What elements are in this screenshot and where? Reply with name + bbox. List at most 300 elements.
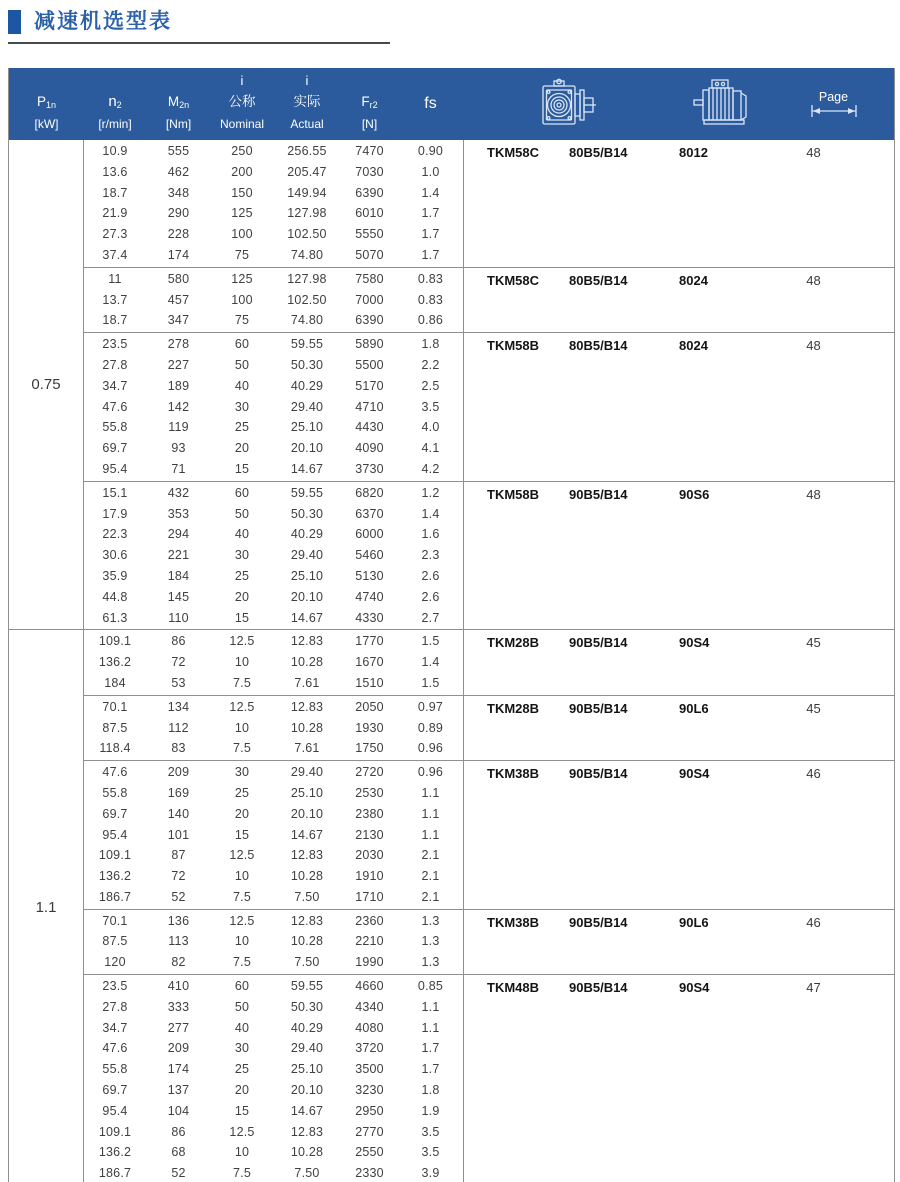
n2-value: 95.4 [102, 461, 128, 476]
i-nominal-value: 10 [234, 1145, 250, 1160]
n2-value: 11 [108, 271, 122, 286]
header-col-n2 [84, 68, 146, 140]
fs-value: 1.7 [421, 1041, 440, 1056]
block-rows [84, 975, 463, 1182]
fr2-value: 5070 [355, 247, 384, 262]
m2n-value: 110 [168, 610, 189, 625]
i-actual-value: 20.10 [290, 1083, 324, 1098]
fs-value: 2.7 [421, 610, 440, 625]
header-col-page [773, 68, 894, 140]
fr2-value: 7580 [355, 271, 384, 286]
i-actual-value: 149.94 [287, 185, 327, 200]
fr2-value: 3500 [355, 1062, 384, 1077]
section-blocks [84, 140, 894, 629]
header-col-motor [668, 68, 773, 140]
table-row [84, 1038, 463, 1059]
i-actual-value: 29.40 [290, 548, 324, 563]
i-nominal-value: 150 [231, 185, 253, 200]
m2n-value: 68 [171, 1145, 186, 1160]
header-col-fr2 [341, 68, 398, 140]
fs-value: 1.9 [421, 1103, 440, 1118]
fs-value: 2.3 [421, 548, 440, 563]
fs-value: 0.85 [417, 979, 444, 994]
model-block [84, 140, 894, 267]
i-actual-value: 50.30 [290, 357, 324, 372]
i-nominal-value: 7.5 [233, 675, 251, 690]
n2-value: 61.3 [102, 610, 128, 625]
n2-value: 18.7 [102, 185, 128, 200]
i-nominal-value: 40 [234, 527, 250, 542]
fr2-value: 4330 [355, 610, 384, 625]
motor-type: 90S6 [679, 486, 710, 502]
fs-value: 4.2 [421, 461, 440, 476]
fs-value: 1.8 [421, 1083, 440, 1098]
n2-value: 109.1 [98, 634, 132, 649]
fs-value: 1.5 [421, 634, 440, 649]
fs-value: 3.5 [421, 399, 440, 414]
fs-value: 2.6 [421, 589, 440, 604]
table-row [84, 334, 463, 355]
i-nominal-value: 12.5 [229, 634, 255, 649]
page-number: 47 [806, 980, 821, 996]
table-row [84, 866, 463, 887]
fr2-unit: [N] [361, 117, 378, 131]
i-actual-value: 7.61 [294, 675, 320, 690]
i-actual-value: 10.28 [290, 934, 324, 949]
i-nominal-value: 50 [234, 357, 250, 372]
table-row [84, 355, 463, 376]
n2-value: 23.5 [102, 337, 128, 352]
n2-value: 87.5 [102, 934, 128, 949]
i-nominal-value: 75 [234, 247, 250, 262]
i-nominal-value: 20 [234, 589, 250, 604]
i-actual-value: 25.10 [290, 420, 324, 435]
i-actual-value: 205.47 [287, 164, 327, 179]
n2-value: 13.7 [102, 292, 128, 307]
model-name: TKM38B [487, 766, 540, 782]
fs-value: 0.97 [417, 699, 444, 714]
i-actual-value: 10.28 [290, 1145, 324, 1160]
table-row [84, 290, 463, 311]
i-nominal-value: 60 [234, 337, 250, 352]
fr2-value: 4340 [355, 999, 384, 1014]
table-row [84, 1018, 463, 1039]
i-nominal-value: 20 [234, 441, 250, 456]
i-nominal-value: 125 [231, 206, 253, 221]
n2-value: 22.3 [102, 527, 128, 542]
m2n-value: 93 [171, 441, 186, 456]
i-nominal-value: 20 [234, 806, 250, 821]
table-row [84, 545, 463, 566]
fr2-value: 5890 [355, 337, 384, 352]
model-name: TKM58B [487, 486, 540, 502]
i-nominal-value: 250 [231, 144, 253, 158]
fr2-value: 6390 [355, 313, 384, 328]
fs-value: 1.2 [421, 485, 440, 500]
fr2-value: 6390 [355, 185, 384, 200]
m2n-value: 432 [167, 485, 190, 500]
fr2-value: 4090 [355, 441, 384, 456]
i-nominal-value: 7.5 [233, 1166, 251, 1181]
fr2-value: 4660 [355, 979, 384, 994]
table-row [84, 738, 463, 759]
fr2-value: 1930 [355, 720, 384, 735]
model-info [463, 696, 894, 760]
table-row [84, 718, 463, 739]
page-header [8, 9, 900, 35]
fr2-value: 6370 [355, 506, 384, 521]
i-actual-label: 实际 [293, 94, 321, 109]
motor-type: 90L6 [679, 914, 709, 930]
block-rows [84, 140, 463, 267]
m2n-value: 52 [171, 1166, 186, 1181]
table-row [84, 825, 463, 846]
n2-value: 70.1 [102, 913, 128, 928]
i-actual-value: 7.50 [294, 1166, 320, 1181]
i-nominal-sublabel: Nominal [219, 117, 264, 131]
m2n-value: 71 [171, 461, 186, 476]
i-actual-value: 74.80 [290, 313, 324, 328]
table-row [84, 203, 463, 224]
m2n-value: 277 [167, 1020, 190, 1035]
motor-type: 8024 [679, 338, 708, 354]
i-actual-value: 74.80 [290, 247, 324, 262]
fs-value: 1.7 [421, 247, 440, 262]
model-name: TKM58B [487, 338, 540, 354]
fs-value: 1.4 [421, 506, 440, 521]
m2n-value: 137 [167, 1083, 190, 1098]
m2n-value: 347 [167, 313, 190, 328]
table-row [84, 438, 463, 459]
n2-value: 69.7 [102, 806, 128, 821]
fs-value: 4.1 [421, 441, 440, 456]
n2-value: 136.2 [98, 655, 132, 670]
model-block [84, 909, 894, 974]
m2n-value: 184 [167, 568, 190, 583]
i-actual-value: 14.67 [290, 1103, 324, 1118]
n2-value: 55.8 [102, 1062, 128, 1077]
m2n-value: 145 [167, 589, 190, 604]
n2-value: 109.1 [98, 1124, 132, 1139]
i-nominal-value: 10 [234, 720, 250, 735]
model-block [84, 630, 894, 694]
table-row [84, 162, 463, 183]
m2n-value: 227 [167, 357, 190, 372]
m2n-value: 169 [167, 785, 190, 800]
i-actual-value: 59.55 [290, 337, 324, 352]
i-actual-value: 59.55 [290, 979, 324, 994]
i-nominal-value: 60 [234, 979, 250, 994]
i-nominal-value: 7.5 [233, 889, 251, 904]
table-row [84, 183, 463, 204]
table-row [84, 631, 463, 652]
fr2-value: 4710 [355, 399, 384, 414]
i-actual-value: 10.28 [290, 655, 324, 670]
i-actual-value: 7.61 [294, 741, 320, 756]
i-nominal-value: 30 [234, 765, 250, 780]
fs-value: 0.83 [417, 292, 444, 307]
n2-value: 118.4 [99, 741, 131, 756]
table-row [84, 911, 463, 932]
table-row [84, 762, 463, 783]
m2n-value: 136 [167, 913, 190, 928]
i-nominal-value: 12.5 [229, 913, 255, 928]
model-block [84, 974, 894, 1182]
fr2-value: 1710 [355, 889, 384, 904]
header-col-m2n [146, 68, 211, 140]
n2-value: 136.2 [98, 869, 132, 884]
i-actual-value: 14.67 [290, 610, 324, 625]
fr2-value: 4740 [355, 589, 384, 604]
header-col-i-nominal [211, 68, 273, 140]
electric-motor-icon [690, 78, 752, 130]
i-label: i [240, 73, 244, 88]
table-row [84, 783, 463, 804]
p1n-unit: [kW] [34, 117, 59, 131]
i-actual-value: 14.67 [290, 827, 324, 842]
n2-value: 21.9 [102, 206, 128, 221]
i-actual-value: 256.55 [287, 144, 327, 158]
n2-value: 13.6 [102, 164, 128, 179]
fr2-value: 2380 [355, 806, 384, 821]
table-row [84, 1059, 463, 1080]
m2n-value: 333 [167, 999, 190, 1014]
n2-value: 184 [104, 675, 126, 690]
power-value: 1.1 [9, 630, 84, 1182]
model-info [463, 140, 894, 267]
i-actual-value: 40.29 [290, 378, 324, 393]
i-actual-value: 29.40 [290, 1041, 324, 1056]
fs-value: 1.4 [421, 655, 440, 670]
m2n-value: 119 [168, 420, 189, 435]
flange-code: 90B5/B14 [569, 914, 628, 930]
n2-value: 10.9 [102, 144, 128, 158]
fr2-value: 7000 [355, 292, 384, 307]
i-actual-value: 127.98 [287, 206, 327, 221]
n2-value: 70.1 [102, 699, 128, 714]
m2n-value: 140 [167, 806, 190, 821]
m2n-value: 353 [167, 506, 190, 521]
fs-value: 2.6 [421, 568, 440, 583]
i-actual-value: 40.29 [290, 1020, 324, 1035]
i-nominal-value: 20 [234, 1083, 250, 1098]
fs-value: 0.86 [417, 313, 444, 328]
page-number: 48 [806, 486, 821, 502]
fs-value: 0.96 [417, 741, 444, 756]
i-nominal-value: 10 [234, 655, 250, 670]
header-col-gearbox [463, 68, 668, 140]
n2-value: 47.6 [102, 1041, 128, 1056]
m2n-value: 142 [167, 399, 190, 414]
power-value: 0.75 [9, 140, 84, 629]
i-actual-value: 50.30 [290, 506, 324, 521]
m2n-value: 462 [167, 164, 190, 179]
model-block [84, 332, 894, 481]
m2n-value: 189 [167, 378, 190, 393]
fs-value: 1.0 [421, 164, 440, 179]
page-number: 46 [806, 914, 821, 930]
table-row [84, 483, 463, 504]
i-nominal-value: 40 [234, 1020, 250, 1035]
table-row [84, 931, 463, 952]
i-nominal-value: 12.5 [229, 699, 255, 714]
table-row [84, 608, 463, 629]
fr2-value: 2360 [355, 913, 384, 928]
fs-value: 2.1 [421, 889, 440, 904]
table-row [84, 976, 463, 997]
m2n-value: 209 [167, 1041, 190, 1056]
block-rows [84, 630, 463, 694]
fs-value: 0.89 [417, 720, 444, 735]
m2n-value: 209 [167, 765, 190, 780]
fr2-value: 3730 [355, 461, 384, 476]
i-nominal-value: 30 [234, 548, 250, 563]
flange-code: 80B5/B14 [569, 272, 628, 288]
fr2-value: 7030 [355, 164, 384, 179]
i-nominal-value: 40 [234, 378, 250, 393]
page-number: 48 [806, 338, 821, 354]
flange-code: 90B5/B14 [569, 700, 628, 716]
m2n-value: 134 [167, 699, 190, 714]
model-name: TKM28B [487, 700, 540, 716]
i-nominal-value: 25 [234, 1062, 250, 1077]
n2-value: 120 [104, 955, 126, 970]
model-info [463, 761, 894, 909]
i-actual-value: 29.40 [290, 399, 324, 414]
fr2-value: 3720 [355, 1041, 384, 1056]
m2n-value: 555 [167, 144, 190, 158]
i-nominal-value: 25 [234, 420, 250, 435]
p1n-label: $P_{1n}$ [36, 94, 57, 110]
fr2-value: 4430 [355, 420, 384, 435]
m2n-value: 290 [167, 206, 190, 221]
m2n-value: 52 [171, 889, 186, 904]
page-number: 48 [806, 272, 821, 288]
fs-value: 0.83 [417, 271, 444, 286]
fr2-value: 2130 [355, 827, 384, 842]
m2n-unit: [Nm] [165, 117, 192, 131]
i-nominal-value: 7.5 [233, 955, 251, 970]
n2-value: 109.1 [98, 848, 132, 863]
fr2-value: 2770 [355, 1124, 384, 1139]
fs-value: 1.7 [421, 1062, 440, 1077]
fr2-value: 2050 [355, 699, 384, 714]
fr2-value: 4080 [355, 1020, 384, 1035]
i-nominal-value: 50 [234, 999, 250, 1014]
i-actual-value: 29.40 [290, 765, 324, 780]
n2-value: 186.7 [98, 889, 132, 904]
fr2-value: 1510 [355, 675, 384, 690]
table-row [84, 845, 463, 866]
m2n-value: 86 [171, 1124, 186, 1139]
m2n-value: 112 [168, 720, 189, 735]
i-nominal-value: 15 [234, 1103, 250, 1118]
fr2-value: 5550 [355, 227, 384, 242]
fr2-value: 2550 [355, 1145, 384, 1160]
table-row [84, 504, 463, 525]
fs-value: 1.6 [421, 527, 440, 542]
i-nominal-value: 30 [234, 399, 250, 414]
n2-value: 136.2 [98, 1145, 132, 1160]
model-info [463, 482, 894, 630]
fr2-value: 1910 [355, 869, 384, 884]
fr2-value: 7470 [355, 144, 384, 158]
header-col-i-actual [273, 68, 341, 140]
fs-value: 1.7 [421, 206, 440, 221]
n2-value: 18.7 [102, 313, 128, 328]
model-info [463, 910, 894, 974]
fr2-value: 5500 [355, 357, 384, 372]
flange-code: 90B5/B14 [569, 635, 628, 651]
table-row [84, 417, 463, 438]
m2n-value: 82 [171, 955, 186, 970]
table-row [84, 269, 463, 290]
i-nominal-value: 200 [231, 164, 253, 179]
table-row [84, 224, 463, 245]
title-underline [8, 42, 390, 44]
i-actual-value: 102.50 [287, 292, 327, 307]
table-row [84, 952, 463, 973]
m2n-value: 53 [171, 675, 186, 690]
i-nominal-value: 75 [234, 313, 250, 328]
page-label: Page [818, 90, 849, 104]
motor-type: 90S4 [679, 635, 710, 651]
m2n-value: 348 [167, 185, 190, 200]
header-col-p1n [9, 68, 84, 140]
table-row [84, 1122, 463, 1143]
fs-value: 0.96 [417, 765, 444, 780]
n2-value: 27.8 [102, 999, 128, 1014]
n2-value: 47.6 [102, 765, 128, 780]
fs-label: fs [424, 95, 437, 112]
fr2-value: 2950 [355, 1103, 384, 1118]
fr2-value: 6010 [355, 206, 384, 221]
n2-value: 186.7 [98, 1166, 132, 1181]
n2-value: 27.8 [102, 357, 128, 372]
fs-value: 1.3 [421, 934, 440, 949]
i-nominal-value: 125 [231, 271, 253, 286]
n2-value: 17.9 [102, 506, 128, 521]
fr2-value: 1670 [355, 655, 384, 670]
m2n-value: 113 [168, 934, 189, 949]
fs-value: 1.7 [421, 227, 440, 242]
m2n-value: 174 [167, 247, 190, 262]
page-number: 48 [806, 145, 821, 160]
block-rows [84, 268, 463, 332]
header-col-fs [398, 68, 463, 140]
i-actual-sublabel: Actual [290, 117, 324, 131]
model-name: TKM28B [487, 635, 540, 651]
table-row [84, 587, 463, 608]
fr2-value: 1990 [355, 955, 384, 970]
fr2-label: $F_{r2}$ [361, 94, 378, 110]
block-rows [84, 696, 463, 760]
fr2-value: 3230 [355, 1083, 384, 1098]
fs-value: 0.90 [417, 144, 444, 158]
fr2-value: 5170 [355, 378, 384, 393]
i-actual-value: 7.50 [294, 889, 320, 904]
i-nominal-value: 25 [234, 785, 250, 800]
n2-value: 87.5 [102, 720, 128, 735]
m2n-value: 83 [171, 741, 186, 756]
title-marker [8, 10, 21, 34]
fs-value: 1.1 [421, 785, 440, 800]
i-nominal-value: 15 [234, 461, 250, 476]
page-number: 45 [806, 635, 821, 651]
m2n-value: 221 [167, 548, 190, 563]
m2n-value: 580 [167, 271, 190, 286]
page-dimension-arrow-icon [808, 104, 860, 118]
